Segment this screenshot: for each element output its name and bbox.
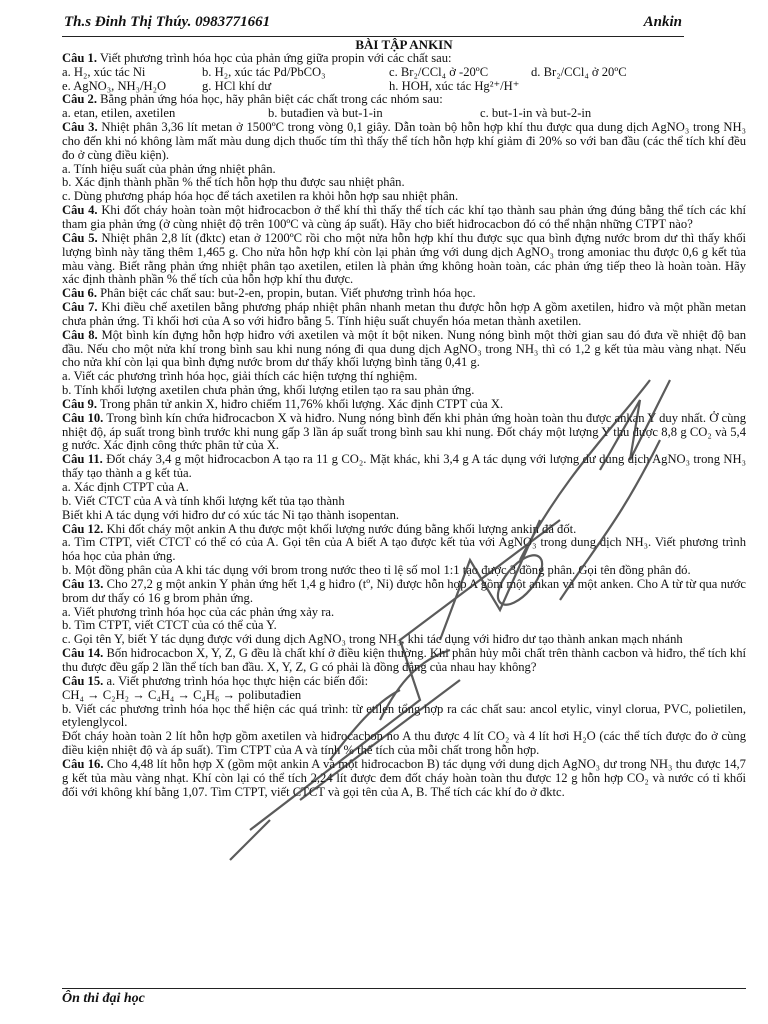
question-3 (62, 121, 746, 163)
question-1 (62, 52, 746, 66)
question-text: Bốn hiđrocacbon X, Y, Z, G đều là chất khí ở điều kiện thường. Khi phân hủy mỗi chất trên thành cacbon và hiđro, thể tích khí thu được đều gấp 2 lần thể tích ban đầu. X, Y, Z, G có phải là đồng đẳng của nhau hay không? (62, 646, 746, 674)
option-c: c. Br₂/CCl₄ ở -20ºC (389, 64, 489, 79)
question-15-reaction-chain: CH₄ → C₂H₂ → C₄H₄ → C₄H₆ → polibutađien (62, 687, 302, 702)
question-2-options (62, 107, 746, 121)
question-label: Câu 8. (62, 327, 98, 342)
question-label: Câu 7. (62, 300, 98, 315)
question-label: Câu 9. (62, 396, 97, 411)
question-text: Cho 4,48 lít hỗn hợp X (gồm một ankin A và một hiđrocacbon B) tác dụng với dung dịch AgNO₃ dư trong NH₃ thu được 14,7 g kết tủa màu vàng nhạt. Khí còn lại có thể tích 2,24 lít được đem đốt cháy hoàn toàn thu được 12 g hỗn hợp CO₂ và nước có tỉ khối đối với không khí bằng 1,07. Tìm CTPT, viết CTCT và gọi tên của A, B. Thể tích các khí đo ở đktc. (62, 756, 746, 799)
question-text: Khi đốt cháy hoàn toàn một hiđrocacbon ở thể khí thì thấy thể tích các khí tạo thành sau phản ứng đúng bằng thể tích các khí tham gia phản ứng (ở cùng nhiệt độ trên 100ºC và cùng áp suất). Hãy cho biết hiđrocacbon đó có thể nhận những CTPT nào? (62, 203, 746, 231)
question-15-part-b: b. Viết các phương trình hóa học thể hiện các quá trình: từ etilen tổng hợp ra các chất sau: ancol etylic, vinyl clorua, PVC, polietilen, etylenglycol. (62, 701, 746, 730)
question-text: Nhiệt phân 2,8 lít (đktc) etan ở 1200ºC rồi cho một nửa hỗn hợp khí thu được sục qua bình đựng nước brom dư thì thấy khối lượng bình này tăng thêm 1,465 g. Cho nửa hỗn hợp khí còn lại phản ứng với dung dịch AgNO₃ trong amoniac thu được 0,6 g kết tủa màu vàng. Biết rằng phản ứng nhiệt phân tạo axetilen, etilen là phản ứng không hoàn toàn, các phản ứng tiếp theo là hoàn toàn. Hãy xác định thành phần % thể tích của hỗn hợp khí thu được. (62, 230, 746, 287)
header-topic: Ankin (643, 14, 682, 30)
question-4 (62, 204, 746, 232)
question-3-part-c: c. Dùng phương pháp hóa học để tách axetilen ra khỏi hỗn hợp sau nhiệt phân. (62, 189, 459, 204)
question-8-part-a: a. Viết các phương trình hóa học, giải thích các hiện tượng thí nghiệm. (62, 369, 418, 384)
question-label: Câu 13. (62, 576, 104, 591)
question-label: Câu 12. (62, 521, 104, 536)
question-15 (62, 675, 746, 689)
question-7 (62, 301, 746, 329)
question-text: Trong phân tử ankin X, hiđro chiếm 11,76% khối lượng. Xác định CTPT của X. (99, 396, 504, 411)
question-text: Một bình kín đựng hỗn hợp hiđro với axetilen và một ít bột niken. Nung nóng bình một thời gian sau đó đưa về nhiệt độ ban đầu. Nếu cho một nửa khí trong bình sau khi nung nóng đi qua dung dịch AgNO₃ trong NH₃ thì có 1,2 g kết tủa màu vàng nhạt. Nếu cho nửa khí còn lại qua bình đựng nước brom dư thấy khối lượng bình tăng 0,41 g. (62, 327, 746, 370)
question-13-part-c: c. Gọi tên Y, biết Y tác dụng được với dung dịch AgNO₃ trong NH₃, khi tác dụng với hiđro dư tạo thành ankan mạch nhánh (62, 632, 683, 647)
question-12-part-b: b. Một đồng phân của A khi tác dụng với brom trong nước theo tỉ lệ số mol 1:1 tạo được 3 đồng phân. Gọi tên đồng phân đó. (62, 563, 691, 578)
question-label: Câu 14. (62, 646, 104, 661)
page-header (62, 14, 684, 37)
question-label: Câu 10. (62, 410, 104, 425)
question-11-part-a: a. Xác định CTPT của A. (62, 480, 189, 494)
option-b: b. butađien và but-1-in (268, 106, 383, 121)
question-text: Khi đốt cháy một ankin A thu được một khối lượng nước đúng bằng khối lượng ankin đã đốt. (106, 521, 577, 536)
question-9 (62, 398, 746, 412)
question-label: Câu 2. (62, 92, 97, 107)
question-label: Câu 15. (62, 673, 104, 688)
option-h: h. HOH, xúc tác Hg²⁺/H⁺ (389, 78, 520, 93)
question-3-part-a: a. Tính hiệu suất của phản ứng nhiệt phân. (62, 161, 276, 176)
header-author: Th.s Đinh Thị Thúy. 0983771661 (64, 14, 271, 30)
question-label: Câu 1. (62, 50, 97, 65)
question-8 (62, 329, 746, 371)
question-2 (62, 93, 746, 107)
question-text: Đốt cháy 3,4 g một hiđrocacbon A tạo ra 11 g CO₂. Mặt khác, khi 3,4 g A tác dụng với lượng dư dung dịch AgNO₃ trong NH₃ thấy tạo thành a g kết tủa. (62, 452, 746, 481)
question-1-options-row-1 (62, 66, 746, 80)
question-label: Câu 6. (62, 286, 97, 301)
option-g: g. HCl khí dư (202, 78, 272, 93)
question-8-part-b: b. Tính khối lượng axetilen chưa phản ứng, khối lượng etilen tạo ra sau phản ứng. (62, 383, 475, 398)
option-a: a. H₂, xúc tác Ni (62, 64, 146, 79)
question-11 (62, 453, 746, 481)
option-b: b. H₂, xúc tác Pd/PbCO₃ (202, 64, 326, 79)
question-5 (62, 232, 746, 287)
question-14 (62, 647, 746, 675)
question-text: Cho 27,2 g một ankin Y phản ứng hết 1,4 g hiđro (tº, Ni) được hỗn hợp A gồm một ankan và một anken. Cho A từ từ qua nước brom dư thấy có 16 g brom phản ứng. (62, 576, 746, 605)
question-label: Câu 3. (62, 120, 98, 135)
question-text: a. Viết phương trình hóa học thực hiện các biến đổi: (106, 673, 369, 688)
option-c: c. but-1-in và but-2-in (480, 106, 592, 121)
question-16 (62, 758, 746, 800)
question-12-part-a: a. Tìm CTPT, viết CTCT có thể có của A. Gọi tên của A biết A tạo được kết tủa với AgNO₃ trong dung dịch NH₃. Viết phương trình hóa học của phản ứng. (62, 535, 746, 564)
question-11-part-b: b. Viết CTCT của A và tính khối lượng kết tủa tạo thành (62, 493, 345, 508)
question-10 (62, 412, 746, 454)
exercise-content (62, 38, 746, 799)
question-13-part-b: b. Tìm CTPT, viết CTCT của có thể của Y. (62, 618, 277, 633)
question-13-part-a: a. Viết phương trình hóa học của các phản ứng xảy ra. (62, 604, 335, 619)
question-11-note: Biết khi A tác dụng với hiđro dư có xúc tác Ni tạo thành isopentan. (62, 507, 400, 522)
question-3-part-b: b. Xác định thành phần % thể tích hỗn hợp thu được sau nhiệt phân. (62, 175, 405, 190)
question-text: Viết phương trình hóa học của phản ứng giữa propin với các chất sau: (99, 50, 452, 65)
question-text: Trong bình kín chứa hiđrocacbon X và hiđro. Nung nóng bình đến khi phản ứng hoàn toàn thu được ankan Y duy nhất. Ở cùng nhiệt độ, áp suất trong bình trước khi nung gấp 3 lần áp suất trong bình sau khi nung. Đốt cháy một lượng Y thu được 8,8 g CO₂ và 5,4 g nước. Xác định công thức phân tử của X. (62, 410, 747, 453)
question-label: Câu 16. (62, 756, 104, 771)
question-13 (62, 578, 746, 606)
question-1-options-row-2 (62, 80, 746, 94)
question-label: Câu 5. (62, 230, 98, 245)
option-a: a. etan, etilen, axetilen (62, 106, 176, 121)
question-label: Câu 11. (62, 452, 103, 467)
question-6 (62, 287, 746, 301)
question-15-part-c: Đốt cháy hoàn toàn 2 lít hỗn hợp gồm axetilen và hiđrocacbon no A thu được 4 lít CO₂ và 4 lít hơi H₂O (các thể tích được đo ở cùng điều kiện nhiệt độ và áp suất). Tìm CTPT của A và tính % thể tích của mỗi chất trong hỗn hợp. (62, 729, 746, 758)
question-text: Phân biệt các chất sau: but-2-en, propin, butan. Viết phương trình hóa học. (100, 286, 476, 301)
option-d: d. Br₂/CCl₄ ở 20ºC (531, 64, 627, 79)
page-footer: Ôn thi đại học (62, 988, 746, 1007)
question-text: Nhiệt phân 3,36 lít metan ở 1500ºC trong vòng 0,1 giây. Dẫn toàn bộ hỗn hợp khí thu được qua dung dịch AgNO₃ trong NH₃ cho đến khi nó không làm mất màu dung dịch thuốc tím thì thấy thể tích hỗn hợp khí giảm đi 20% so với ban đầu (các thể tích khí đều đo ở cùng điều kiện). (62, 120, 746, 162)
page-title: BÀI TẬP ANKIN (355, 37, 453, 52)
question-12 (62, 523, 746, 537)
question-text: Bằng phản ứng hóa học, hãy phân biệt các chất trong các nhóm sau: (100, 92, 443, 107)
question-label: Câu 4. (62, 203, 98, 218)
question-text: Khi điều chế axetilen bằng phương pháp nhiệt phân nhanh metan thu được hỗn hợp A gồm axetilen, hiđro và một phần metan chưa phản ứng. Tỉ khối hơi của A so với hiđro bằng 5. Tính hiệu suất chuyển hóa metan thành axetilen. (62, 300, 747, 328)
option-e: e. AgNO₃, NH₃/H₂O (62, 78, 167, 93)
